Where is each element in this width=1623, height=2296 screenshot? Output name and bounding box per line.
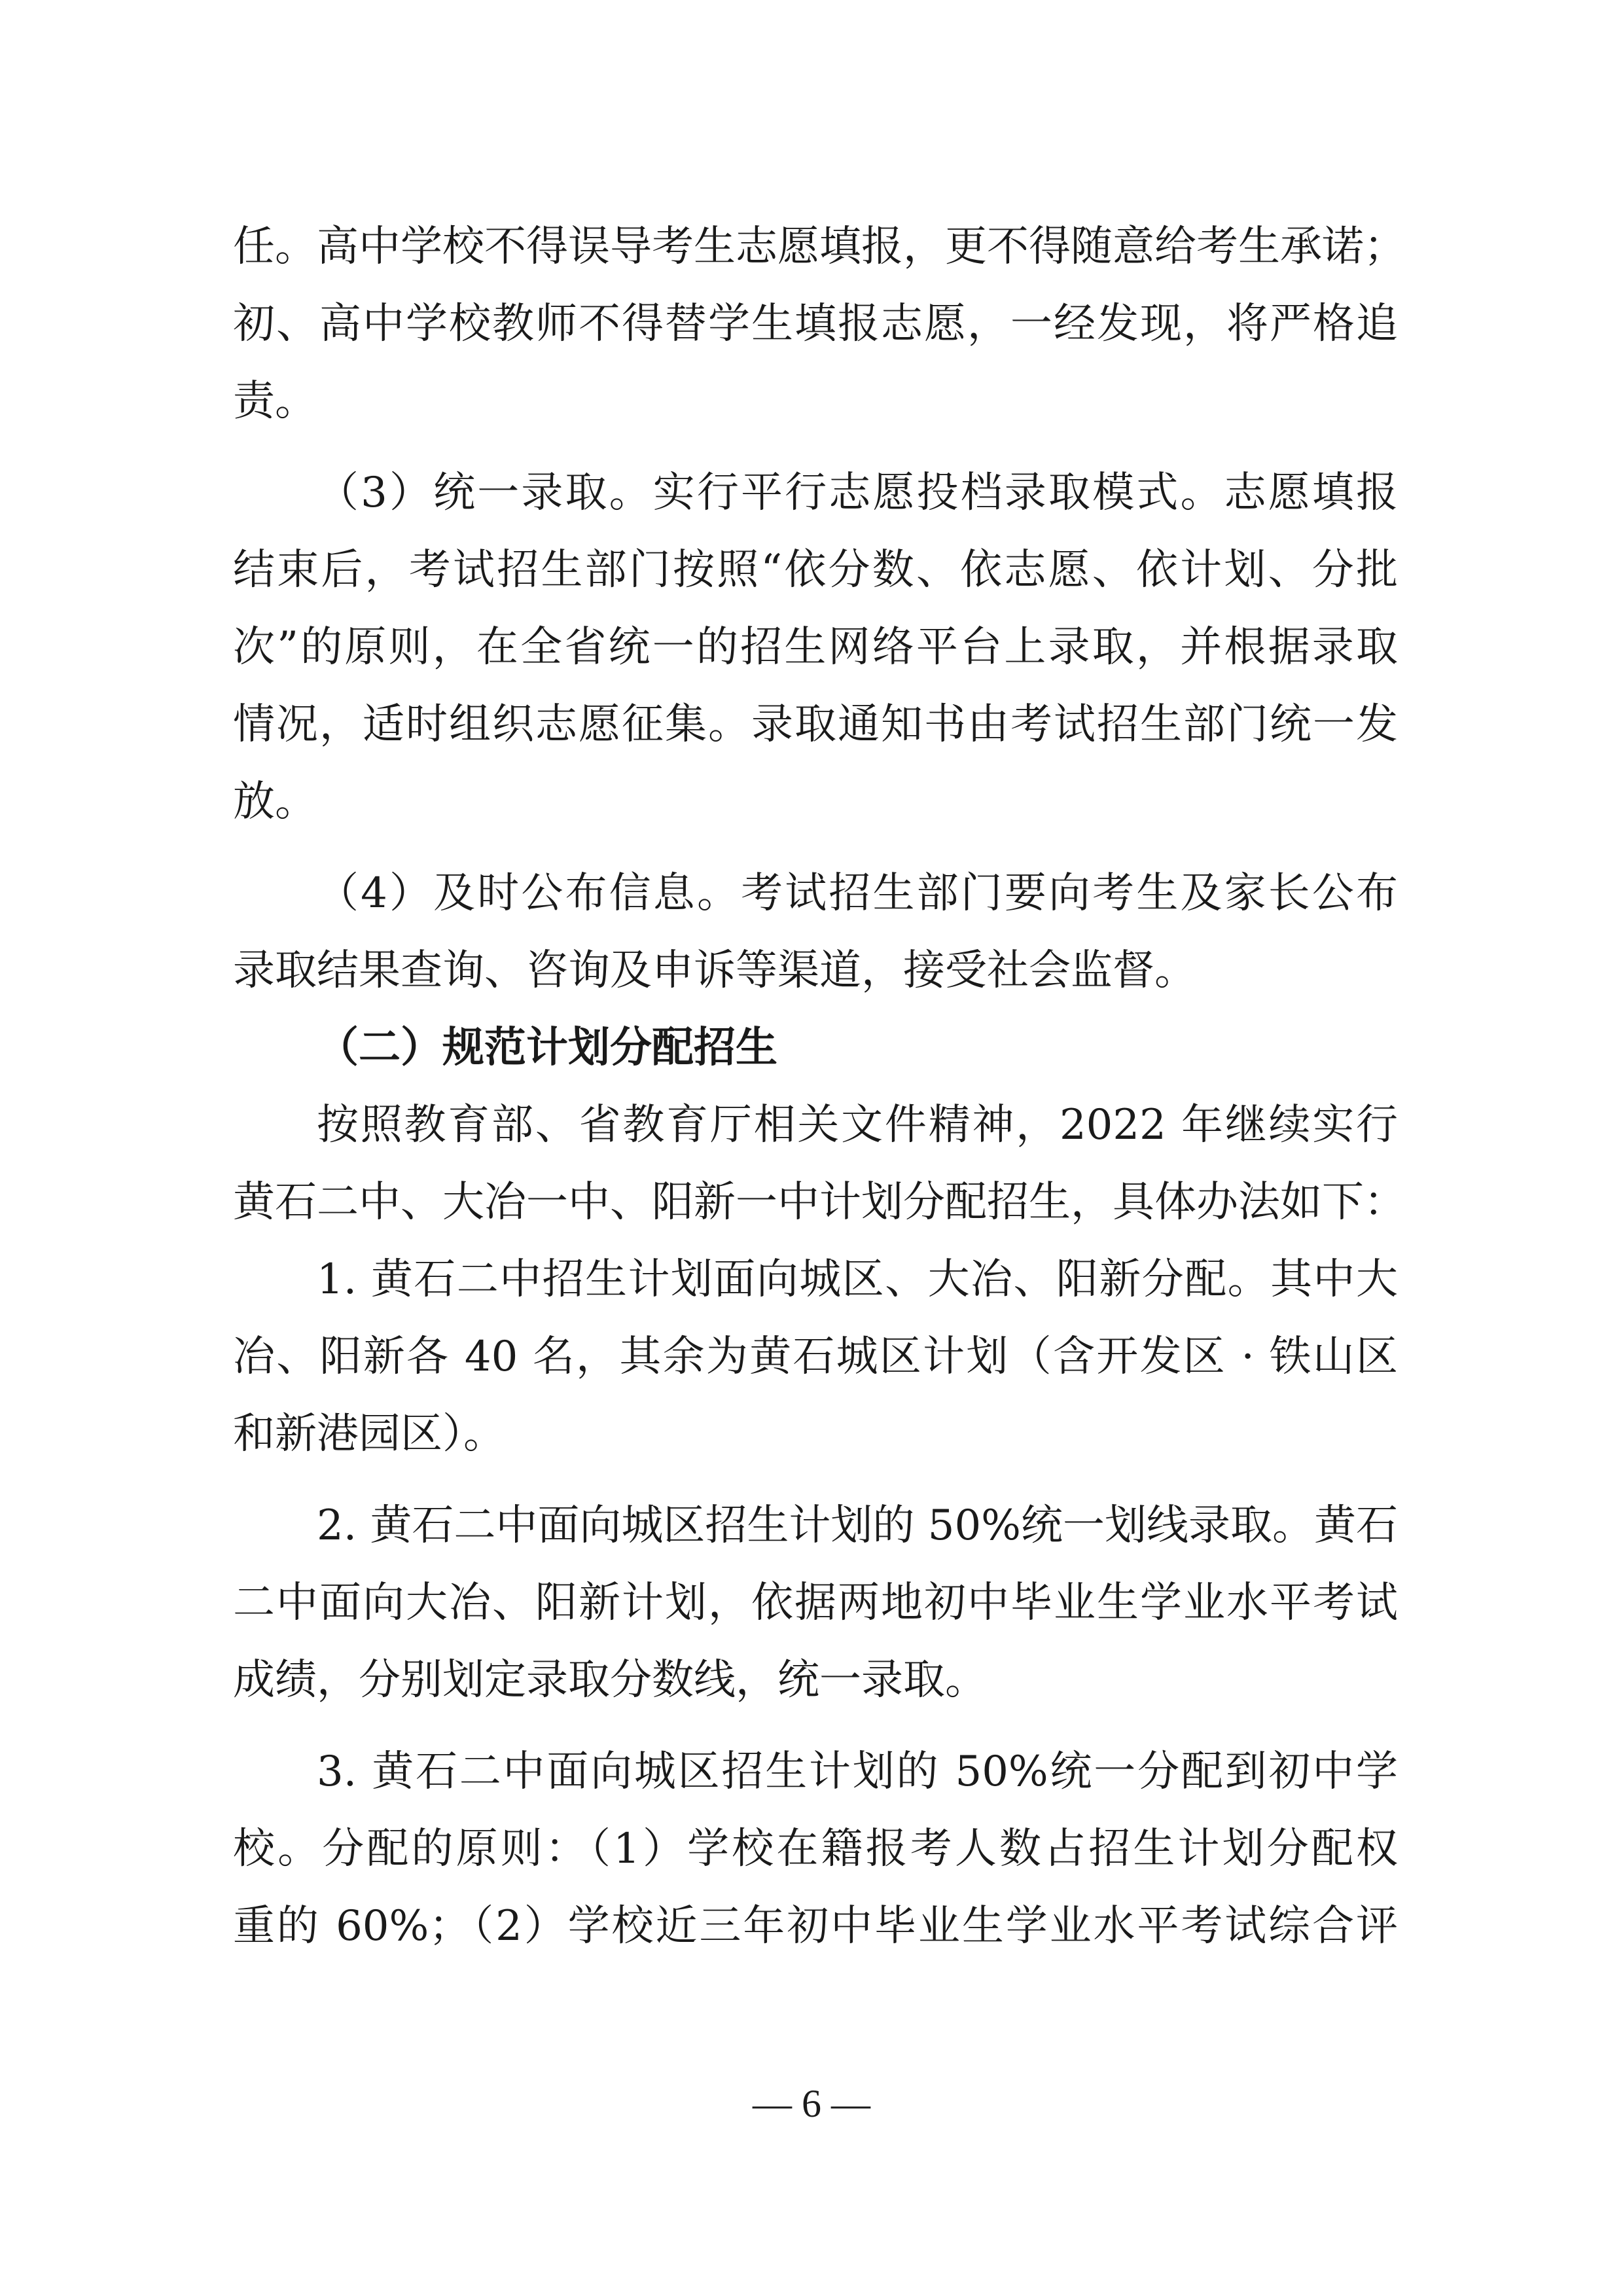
text-line: 冶、阳新各 40 名，其余为黄石城区计划（含开发区 · 铁山区 bbox=[233, 1333, 1398, 1381]
text-line: 3. 黄石二中面向城区招生计划的 50%统一分配到初中学 bbox=[317, 1748, 1398, 1796]
text-line: 二中面向大冶、阳新计划，依据两地初中毕业生学业水平考试 bbox=[233, 1579, 1398, 1627]
page-number: — 6 — bbox=[753, 2082, 870, 2125]
text-line: 录取结果查询、咨询及申诉等渠道，接受社会监督。 bbox=[233, 946, 1196, 995]
text-line: 结束后，考试招生部门按照“依分数、依志愿、依计划、分批 bbox=[233, 546, 1398, 594]
section-heading: （二）规范计划分配招生 bbox=[317, 1024, 777, 1072]
text-line: （3）统一录取。实行平行志愿投档录取模式。志愿填报 bbox=[317, 469, 1398, 517]
text-line: 黄石二中、大冶一中、阳新一中计划分配招生，具体办法如下： bbox=[233, 1178, 1406, 1227]
text-line: 1. 黄石二中招生计划面向城区、大冶、阳新分配。其中大 bbox=[317, 1255, 1398, 1304]
text-line: 和新港园区）。 bbox=[233, 1410, 505, 1458]
text-line: 次”的原则，在全省统一的招生网络平台上录取，并根据录取 bbox=[233, 623, 1398, 672]
body-text bbox=[233, 208, 1406, 1965]
text-line: 成绩，分别划定录取分数线，统一录取。 bbox=[233, 1656, 987, 1704]
text-line: （4）及时公布信息。考试招生部门要向考生及家长公布 bbox=[317, 869, 1398, 918]
text-line: 2. 黄石二中面向城区招生计划的 50%统一划线录取。黄石 bbox=[317, 1501, 1398, 1550]
text-line: 按照教育部、省教育厅相关文件精神，2022 年继续实行 bbox=[317, 1101, 1398, 1149]
text-line: 放。 bbox=[233, 778, 317, 826]
text-line: 初、高中学校教师不得替学生填报志愿，一经发现，将严格追 bbox=[233, 300, 1398, 348]
text-line: 校。分配的原则：（1）学校在籍报考人数占招生计划分配权 bbox=[233, 1825, 1398, 1873]
text-line: 情况，适时组织志愿征集。录取通知书由考试招生部门统一发 bbox=[233, 700, 1398, 749]
text-line: 任。高中学校不得误导考生志愿填报，更不得随意给考生承诺； bbox=[233, 223, 1406, 271]
text-line: 重的 60%；（2）学校近三年初中毕业生学业水平考试综合评 bbox=[233, 1902, 1398, 1950]
text-line: 责。 bbox=[233, 377, 317, 425]
